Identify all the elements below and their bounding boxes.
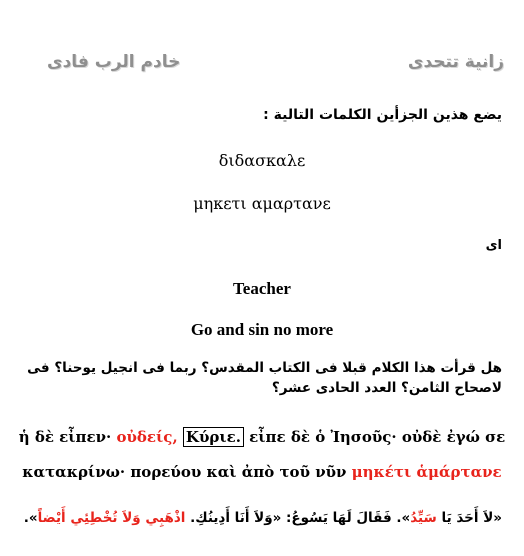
header-title-right: زانية تتحدى (407, 52, 504, 72)
arabic-verse (12, 508, 502, 528)
arabic-verse-red-text: سَيِّدُ (410, 510, 437, 526)
arabic-verse-text: ». فَقَالَ لَهَا يَسُوعُ: «وَلاَ أَنَا أَدِينُكِ. (190, 510, 411, 526)
greek-phrase-sin-no-more: μηκετι αμαρτανε (193, 194, 331, 213)
greek-verse-line-1 (0, 428, 524, 446)
arabic-verse-text: «لاَ أَحَدَ يَا (441, 510, 502, 526)
english-sin-no-more: Go and sin no more (190, 320, 334, 339)
header-author-left: خادم الرب فادى (47, 52, 181, 72)
greek-verse-text: ἡ δὲ εἶπεν· (18, 428, 112, 446)
english-teacher: Teacher (233, 279, 291, 298)
greek-verse-text: εἶπε δὲ ὁ Ἰησοῦς· οὐδὲ ἐγώ σε (249, 428, 506, 446)
greek-verse-red-text: οὐδείς, (116, 428, 178, 446)
greek-word-teacher: διδασκαλε (218, 151, 306, 170)
greek-verse-boxed-text: Κύριε. (183, 427, 244, 447)
greek-verse-line-2 (0, 463, 524, 481)
ai-label: اى (485, 238, 502, 253)
greek-verse-red-text: μηκέτι ἁμάρτανε (351, 463, 502, 481)
intro-line: يضع هذين الجزأين الكلمات التالية : (263, 107, 502, 123)
arabic-verse-text: ». (23, 510, 38, 526)
question-paragraph: هل قرأت هذا الكلام قبلا فى الكتاب المقدس؟ ربما فى انجيل يوحنا؟ فى لاصحاح الثامن؟ العدد الحادى عشر؟ (27, 360, 502, 396)
arabic-verse-red-text: اذْهَبِي وَلاَ تُخْطِئِي أَيْضاً (37, 510, 186, 526)
greek-verse-text: κατακρίνω· πορεύου καὶ ἀπὸ τοῦ νῦν (22, 463, 347, 481)
